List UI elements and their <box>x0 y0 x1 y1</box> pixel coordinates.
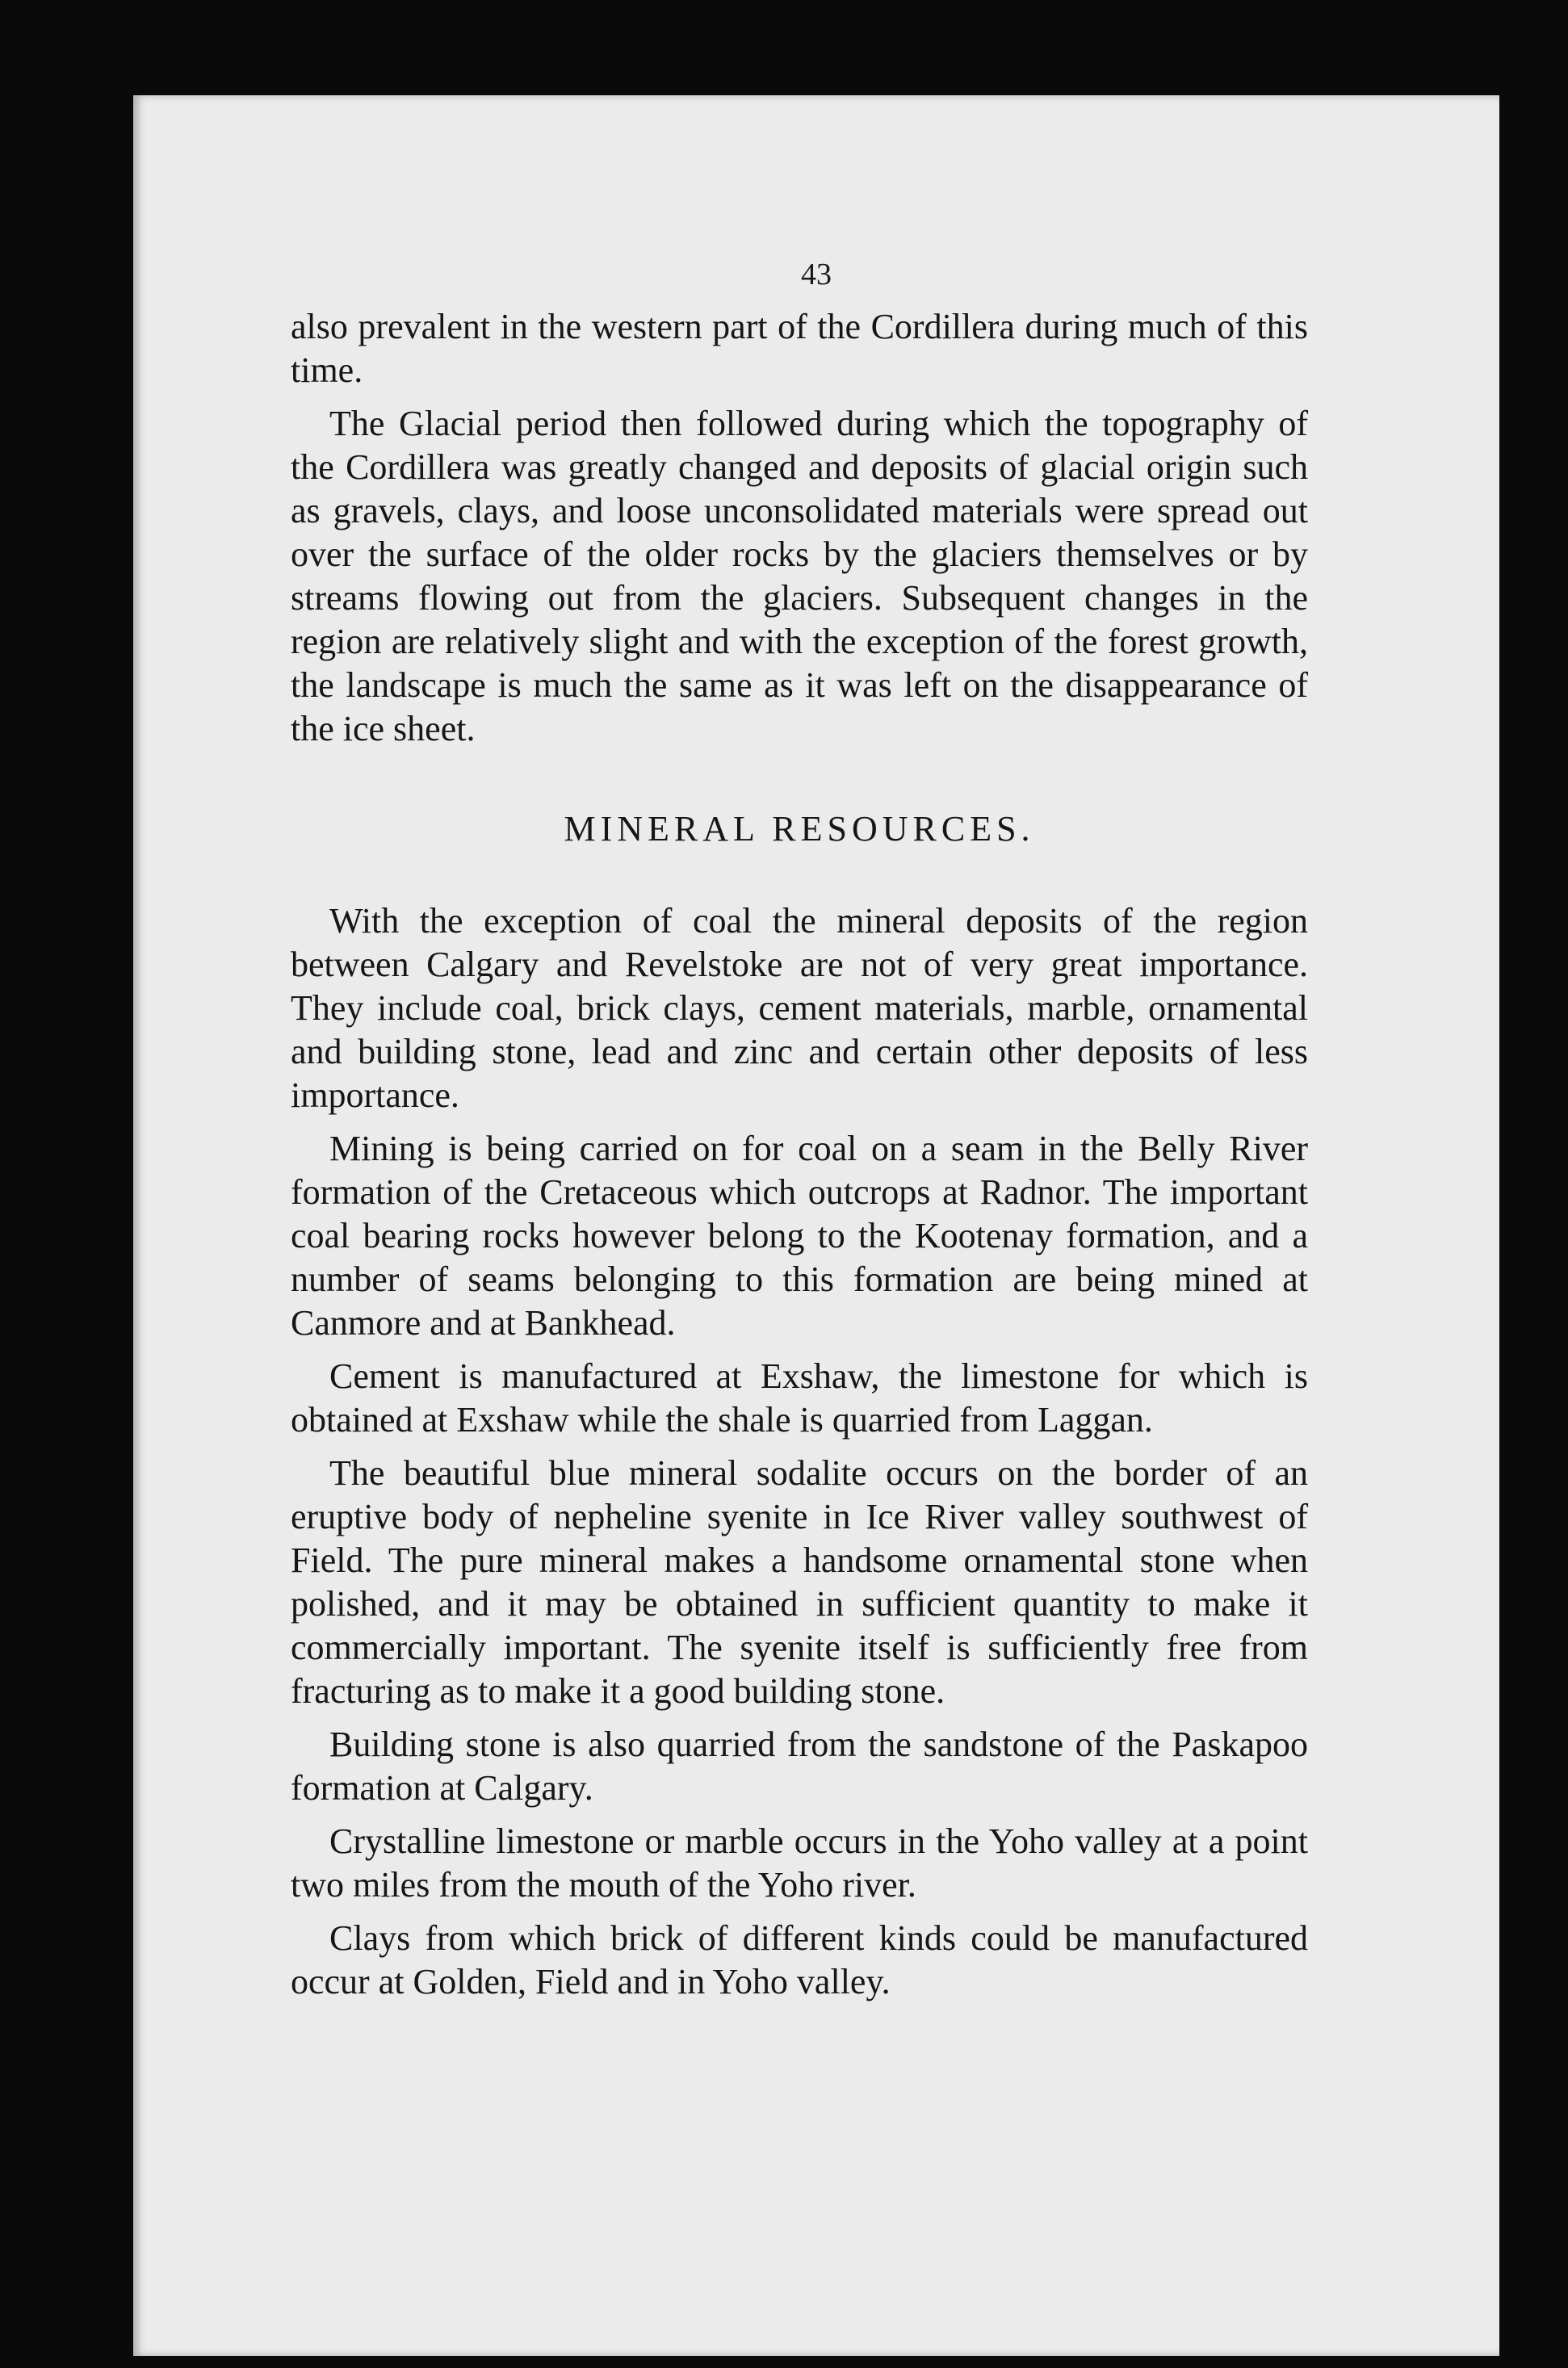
paragraph: also prevalent in the western part of the Cordillera during much of this time. <box>291 307 1308 390</box>
page-number: 43 <box>801 258 832 291</box>
paragraph: Clays from which brick of different kinds could be manufactured occur at Golden, Field and in Yoho valley. <box>291 1918 1308 2001</box>
book-page <box>133 95 1499 2356</box>
paragraph: Crystalline limestone or marble occurs in the Yoho valley at a point two miles from the mouth of the Yoho river. <box>291 1821 1308 1905</box>
paragraph: The beautiful blue mineral sodalite occurs on the border of an eruptive body of nepheline syenite in Ice River valley southwest of Field. The pure mineral makes a handsome ornamental stone when polished, and it may be obtained in sufficient quantity to make it commercially important. The syenite itself is sufficiently free from fracturing as to make it a good building stone. <box>291 1453 1308 1711</box>
paragraph: Mining is being carried on for coal on a seam in the Belly River formation of the Cretaceous which outcrops at Radnor. The important coal bearing rocks however belong to the Kootenay formation, and a number of seams belonging to this formation are being mined at Canmore and at Bankhead. <box>291 1129 1308 1343</box>
section-heading: MINERAL RESOURCES. <box>564 809 1035 849</box>
body-text <box>291 305 1308 2014</box>
paragraph: The Glacial period then followed during which the topography of the Cordillera was greatly changed and deposits of glacial origin such as gravels, clays, and loose unconsolidated materials were spread out over the surface of the older rocks by the glaciers themselves or by streams flowing out from the glaciers. Subsequent changes in the region are relatively slight and with the exception of the forest growth, the landscape is much the same as it was left on the disappearance of the ice sheet. <box>291 404 1308 748</box>
paragraph: With the exception of coal the mineral deposits of the region between Calgary and Revelstoke are not of very great importance. They include coal, brick clays, cement materials, marble, ornamental and building stone, lead and zinc and certain other deposits of less importance. <box>291 901 1308 1115</box>
paragraph: Building stone is also quarried from the sandstone of the Paskapoo formation at Calgary. <box>291 1725 1308 1808</box>
paragraph: Cement is manufactured at Exshaw, the limestone for which is obtained at Exshaw while the shale is quarried from Laggan. <box>291 1356 1308 1440</box>
